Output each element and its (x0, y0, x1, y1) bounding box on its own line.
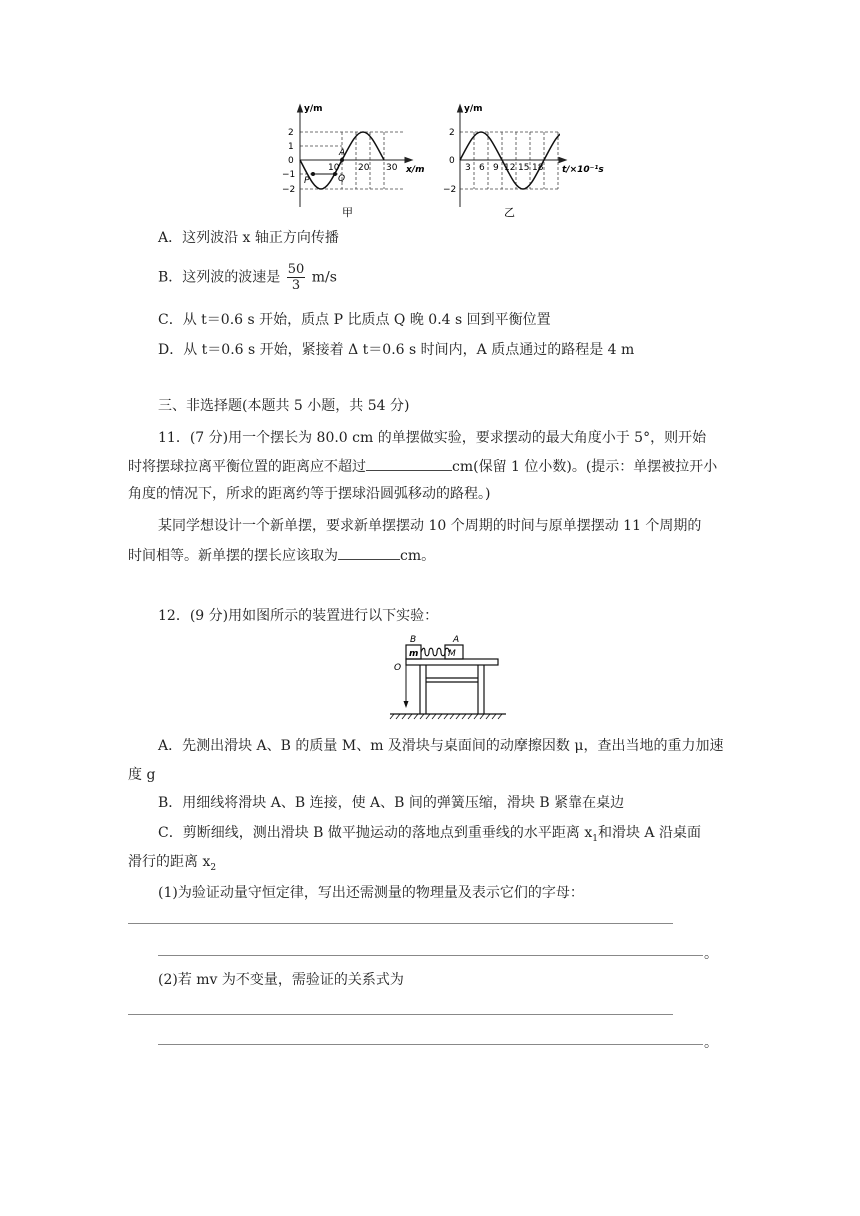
q11-line2: 时将摆球拉离平衡位置的距离应不超过 cm(保留 1 位小数)。(提示：单摆被拉开小 (128, 456, 717, 477)
answer-blank-1[interactable] (366, 456, 452, 471)
q12-step-c-1: C．剪断细线，测出滑块 B 做平抛运动的落地点到重垂线的水平距离 $x_1$和滑块 A 沿桌面 (158, 825, 701, 844)
wave-graph-jia (270, 95, 440, 220)
svg-text:0: 0 (449, 156, 455, 166)
svg-text:M: M (448, 649, 456, 659)
answer-line-2b[interactable] (158, 1044, 703, 1045)
q12-step-a-1: A．先测出滑块 A、B 的质量 M、m 及滑块与桌面间的动摩擦因数 μ，查出当地的重力加速 (158, 738, 724, 754)
svg-text:9: 9 (493, 163, 499, 173)
svg-text:6: 6 (479, 163, 485, 173)
fraction: $\frac{50}{3}$ (287, 262, 305, 293)
end-mark-1: 。 (704, 946, 718, 962)
q12-sub2: (2)若 mv 为不变量，需验证的关系式为 (158, 972, 404, 988)
svg-text:−2: −2 (282, 185, 296, 195)
svg-text:O: O (394, 663, 402, 673)
x-axis-label-yi: t/×10⁻¹s (562, 165, 604, 175)
svg-text:A: A (453, 635, 460, 645)
svg-text:12: 12 (504, 163, 516, 173)
svg-text:18: 18 (532, 163, 544, 173)
caption-jia: 甲 (342, 206, 353, 219)
svg-text:Q: Q (338, 174, 346, 184)
answer-line-1a[interactable] (128, 923, 673, 924)
svg-text:A: A (339, 148, 346, 158)
svg-text:m: m (409, 649, 419, 659)
q12-intro: 12．(9 分)用如图所示的装置进行以下实验： (158, 608, 439, 624)
svg-text:1: 1 (288, 142, 294, 152)
svg-text:B: B (410, 635, 417, 645)
answer-line-2a[interactable] (128, 1014, 673, 1015)
svg-text:y/m: y/m (464, 104, 483, 114)
svg-text:10: 10 (328, 163, 340, 173)
apparatus-diagram (388, 632, 508, 722)
option-a: A．这列波沿 x 轴正方向传播 (158, 230, 339, 246)
svg-text:2: 2 (288, 128, 294, 138)
vibration-graph-yi (440, 95, 625, 220)
q12-sub1: (1)为验证动量守恒定律，写出还需测量的物理量及表示它们的字母： (158, 885, 584, 901)
end-mark-2: 。 (704, 1035, 718, 1051)
svg-text:20: 20 (358, 163, 370, 173)
svg-text:15: 15 (518, 163, 530, 173)
q12-step-a-2: 度 g (128, 767, 156, 783)
svg-text:3: 3 (465, 163, 471, 173)
svg-text:30: 30 (386, 163, 398, 173)
caption-yi: 乙 (504, 206, 515, 219)
q11-line3: 角度的情况下，所求的距离约等于摆球沿圆弧移动的路程。) (128, 486, 491, 502)
y-axis-label-jia: y/m (304, 104, 323, 114)
svg-text:−2: −2 (443, 185, 457, 195)
x-axis-label-jia: x/m (406, 165, 425, 175)
svg-text:P: P (304, 176, 310, 186)
option-b: B．这列波的波速是 $\frac{50}{3}$ m/s (158, 262, 337, 293)
svg-text:−1: −1 (282, 170, 296, 180)
q12-step-c-2: 滑行的距离 $x_2$ (128, 854, 217, 873)
section-heading: 三、非选择题(本题共 5 小题，共 54 分) (158, 398, 410, 414)
answer-blank-2[interactable] (338, 545, 400, 560)
svg-text:0: 0 (288, 156, 294, 166)
option-d: D．从 t＝0.6 s 开始，紧接着 Δ t＝0.6 s 时间内，A 质点通过的路程是 4 m (158, 342, 635, 358)
q11-line1: 11．(7 分)用一个摆长为 80.0 cm 的单摆做实验，要求摆动的最大角度小于 5°，则开始 (158, 430, 707, 446)
svg-text:2: 2 (449, 128, 455, 138)
point-a (340, 158, 344, 162)
option-c: C．从 t＝0.6 s 开始，质点 P 比质点 Q 晚 0.4 s 回到平衡位置 (158, 312, 551, 328)
answer-line-1b[interactable] (158, 955, 703, 956)
q11-line4: 某同学想设计一个新单摆，要求新单摆摆动 10 个周期的时间与原单摆摆动 11 个周期的 (158, 518, 702, 534)
table-top (406, 659, 498, 665)
q12-step-b: B．用细线将滑块 A、B 连接，使 A、B 间的弹簧压缩，滑块 B 紧靠在桌边 (158, 795, 625, 811)
q11-line5: 时间相等。新单摆的摆长应该取为 cm。 (128, 545, 435, 566)
